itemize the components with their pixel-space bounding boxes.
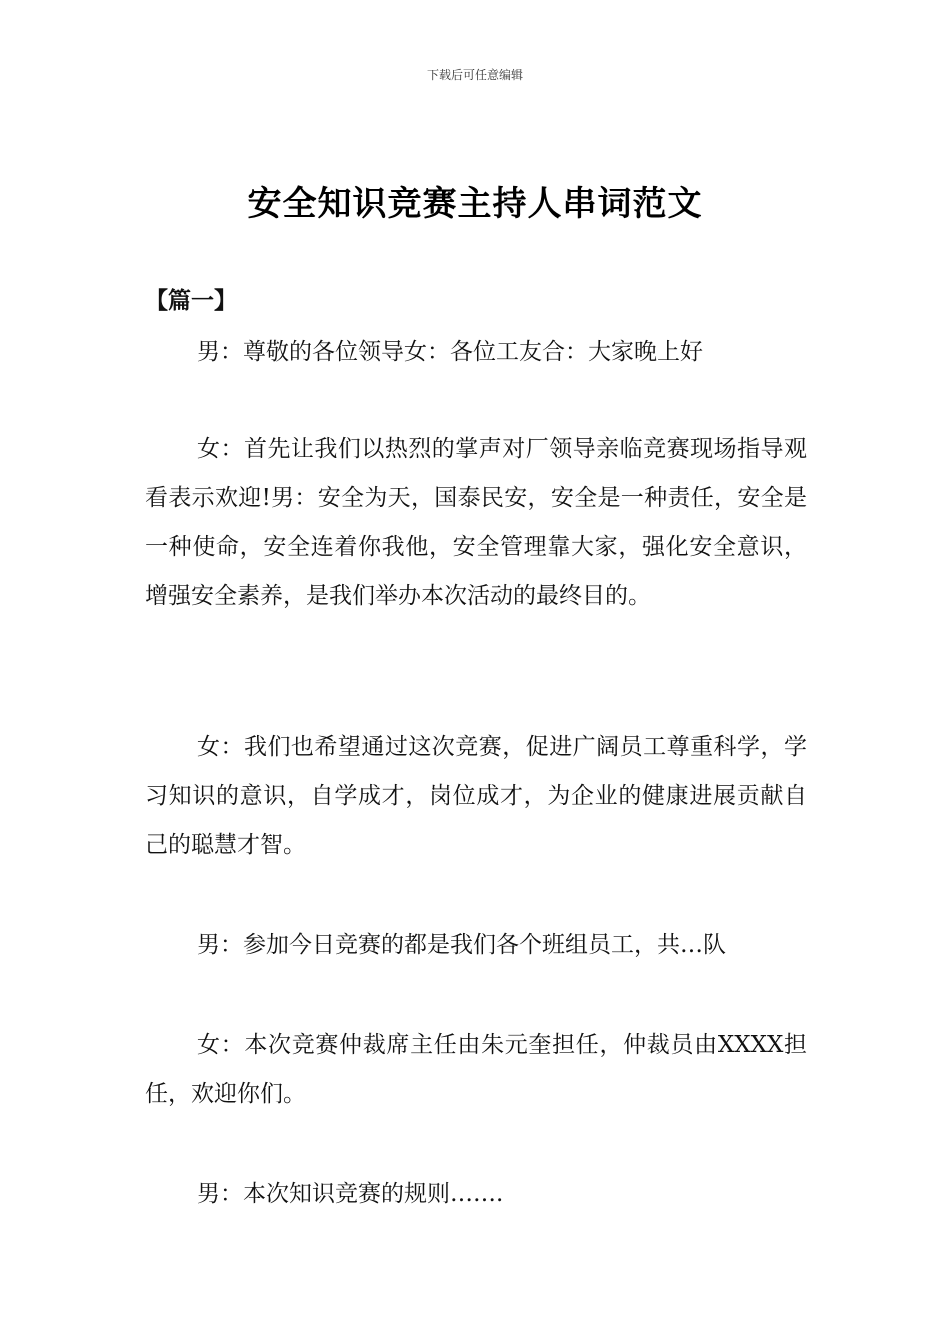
page-title: 安全知识竞赛主持人串词范文 [247,184,703,224]
section-label: 【篇一】 [145,288,237,314]
paragraph-6: 男：本次知识竞赛的规则……. [197,1181,504,1207]
paragraph-4: 男：参加今日竞赛的都是我们各个班组员工，共…队 [197,932,726,958]
paragraph-1: 男：尊敬的各位领导女：各位工友合：大家晚上好 [197,339,703,365]
header-note: 下载后可任意编辑 [426,68,523,82]
paragraph-3: 女：我们也希望通过这次竞赛，促进广阔员工尊重科学，学习知识的意识，自学成才，岗位成才，为企业的健康进展贡献自己的聪慧才智。 [145,734,807,858]
paragraph-2: 女：首先让我们以热烈的掌声对厂领导亲临竞赛现场指导观看表示欢迎!男：安全为天，国泰民安，安全是一种责任，安全是一种使命，安全连着你我他，安全管理靠大家，强化安全意识，增强安全素养，是我们举办本次活动的最终目的。 [145,436,807,609]
paragraph-5: 女：本次竞赛仲裁席主任由朱元奎担任，仲裁员由XXXX担任，欢迎你们。 [145,1032,807,1107]
